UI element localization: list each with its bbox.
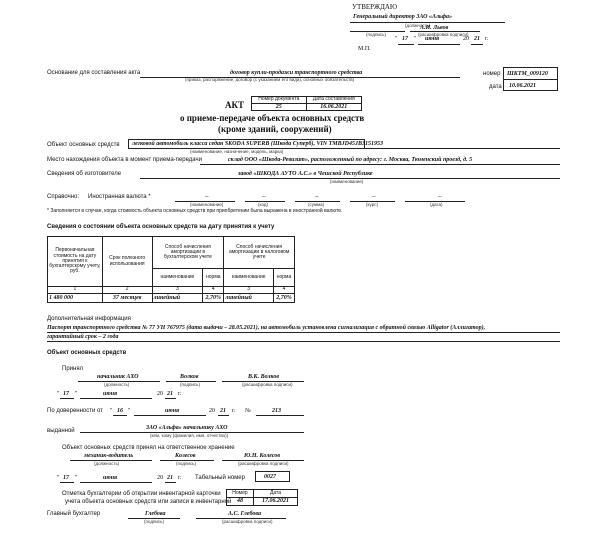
approval-title: УТВЕРЖДАЮ [352, 3, 398, 11]
accepted-cap-signature: (подпись) [180, 382, 201, 387]
divider [256, 415, 304, 416]
approval-signature-caption: (подпись) [366, 32, 387, 37]
currency-caption-code: (код) [258, 202, 269, 207]
approval-name: А.И. Львов [420, 25, 449, 31]
custody-date-close-quote: " [75, 475, 78, 481]
act-number-date-table [251, 96, 362, 111]
location-value: склад ООО «Шкода-Ревизит», расположенный по адресу: г. Москва, Тюменский проезд, д. 5 [228, 157, 473, 163]
currency-caption-name: (наименование) [190, 202, 224, 207]
state-col-accounting: Способ начисления амортизации в бухгалтерском учете [152, 237, 224, 269]
divider [80, 398, 152, 399]
state-sub-name: наименование [152, 269, 203, 287]
currency-label: Справочно: [47, 194, 80, 200]
accepted-cap-position: (должность) [104, 382, 130, 387]
state-num: 4 [203, 287, 224, 294]
proxy-issued-to: ЗАО «Альфа» начальнику АХО [146, 425, 228, 431]
act-date: 16.06.2021 [306, 104, 361, 111]
approval-position-caption: (должность) [405, 23, 431, 28]
basis-number-date-box [503, 67, 558, 91]
additional-line1: Паспорт транспортного средства № 77 УН 767975 (дата выдачи – 28.05.2021), на автомобиль установлена сигнализация с обратной связью Alligator (Аллигатор), [47, 325, 486, 331]
asset-caption: (наименование, назначение, модель, марка) [190, 149, 284, 154]
act-date-header: Дата составления [306, 97, 361, 104]
state-value-acc-method: линейный [152, 294, 203, 303]
proxy-issued-caption: (кем, кому (фамилия, имя, отчество)) [150, 433, 229, 438]
accepted-day: 17 [63, 391, 69, 397]
accounting-chief-label: Главный бухгалтер [47, 511, 101, 517]
currency-caption-rate: (курс) [366, 202, 378, 207]
divider [80, 482, 152, 483]
divider [113, 415, 127, 416]
accepted-month: июня [103, 391, 118, 397]
approval-year-suffix: г. [485, 36, 489, 42]
custody-name: Ю.Н. Колесов [244, 453, 281, 459]
state-value-acc-norm: 2,70% [203, 294, 224, 303]
manufacturer-value: завод «ШКОДА АУТО А.С.» в Чешской Республике [238, 171, 373, 177]
accepted-position: начальник АХО [97, 374, 139, 380]
divider [471, 44, 483, 45]
divider [200, 164, 560, 165]
accounting-cap-name: (расшифровка подписи) [222, 519, 273, 524]
divider [365, 148, 560, 149]
accepted-date-open-quote: " [57, 391, 60, 397]
manufacturer-label: Сведения об изготовителе [47, 171, 122, 177]
state-value-tax-norm: 2,70% [274, 294, 295, 303]
state-sub-norm: норма [203, 269, 224, 287]
divider [47, 332, 560, 333]
basis-number-label: номер [483, 71, 501, 77]
proxy-date-open-quote: " [110, 408, 113, 414]
act-label: АКТ [225, 100, 245, 110]
accepted-date-close-quote: " [75, 391, 78, 397]
custody-cap-position: (должность) [94, 461, 120, 466]
state-table [47, 236, 295, 303]
currency-caption-sum: (сумма) [308, 202, 325, 207]
manufacturer-caption: (наименование) [330, 179, 364, 184]
proxy-month: июня [165, 408, 180, 414]
accepted-label: Принял [62, 366, 84, 372]
state-section-title: Сведения о состоянии объекта основных средств на дату принятия к учету [47, 224, 275, 230]
accounting-label-line1: Отметка бухгалтерии об открытии инвентарной карточки [62, 491, 221, 497]
approval-date-open-quote: " [395, 36, 398, 42]
currency-dash-sum: – [315, 192, 319, 200]
approval-year: 21 [474, 36, 480, 42]
custody-year-prefix: 20 [157, 475, 163, 481]
divider [60, 398, 74, 399]
custody-tab-box [255, 471, 290, 482]
approval-position: Генеральный директор ЗАО «Альфа» [353, 14, 453, 20]
proxy-date-close-quote: " [128, 408, 131, 414]
proxy-year-suffix: г. [232, 408, 236, 414]
approval-date-close-quote: " [414, 36, 417, 42]
custody-cap-name: (расшифровка подписи) [238, 461, 289, 466]
proxy-label: По доверенности от [47, 408, 103, 414]
basis-caption: (приказ, распоряжение, договор (с указанием его вида), основных обязательств) [185, 77, 355, 82]
custody-tab-num: 0027 [264, 474, 276, 480]
currency-dash-name: – [205, 192, 209, 200]
accepted-year-suffix: г. [178, 391, 182, 397]
custody-year: 21 [167, 475, 173, 481]
act-title-line2: (кроме зданий, сооружений) [218, 124, 332, 134]
state-num: 4 [274, 287, 295, 294]
proxy-num-label: № [245, 408, 251, 414]
accounting-num-header: Номер [227, 490, 254, 498]
currency-dash-rate: – [372, 192, 376, 200]
accounting-date: 17.06.2021 [253, 498, 297, 506]
state-sub-name: наименование [224, 269, 274, 287]
currency-sublabel: Иностранная валюта * [88, 194, 151, 200]
currency-dash-date: – [438, 192, 442, 200]
basis-value: договор купли-продажи транспортного средства [230, 70, 363, 76]
proxy-issued-label: выданной [47, 428, 75, 434]
basis-date-label: дата [489, 84, 502, 90]
state-num: 1 [48, 287, 103, 294]
accepted-cap-name: (расшифровка подписи) [242, 382, 293, 387]
accounting-num: 48 [227, 498, 254, 506]
state-value-cost: 1 480 000 [48, 294, 103, 303]
proxy-day: 16 [117, 408, 123, 414]
custody-date-open-quote: " [57, 475, 60, 481]
currency-footnote: * Заполняется в случае, когда стоимость объекта основных средств при приобретении была выражена в иностранной валюте. [47, 208, 343, 214]
accounting-table [226, 489, 298, 506]
asset-label: Объект основных средств [47, 142, 120, 148]
accepted-name: В.К. Волков [248, 374, 279, 380]
custody-cap-signature: (подпись) [176, 461, 197, 466]
divider [134, 415, 206, 416]
accepted-signature: Волков [180, 374, 199, 380]
custody-signature: Колесов [175, 453, 196, 459]
accepted-year: 21 [167, 391, 173, 397]
accounting-label-line2: учета объекта основных средств или записи в инвентарной [65, 499, 232, 505]
state-col-cost: Первоначальная стоимость на дату принятия к бухгалтерскому учету, руб. [48, 237, 103, 287]
asset-value-box [128, 139, 383, 149]
accounting-date-header: Дата [253, 490, 297, 498]
state-num: 3 [152, 287, 203, 294]
proxy-year: 21 [220, 408, 226, 414]
custody-label: Объект основных средств принял на ответственное хранение [62, 445, 235, 451]
accounting-signature: Глебова [145, 511, 166, 517]
accepted-year-prefix: 20 [157, 391, 163, 397]
state-col-term: Срок полезного использования [102, 237, 152, 287]
basis-number: ШКТМ_009120 [507, 71, 548, 77]
approval-day: 17 [402, 36, 408, 42]
custody-year-suffix: г. [178, 475, 182, 481]
divider [47, 341, 560, 342]
location-label: Место нахождения объекта в момент приема-передачи [47, 157, 202, 163]
approval-name-caption: (расшифровка подписи) [418, 32, 469, 37]
approval-year-prefix: 20 [463, 36, 469, 42]
state-num: 3 [224, 287, 274, 294]
state-col-tax: Способ начисления амортизации в налоговом учете [224, 237, 295, 269]
custody-month: июня [103, 475, 118, 481]
currency-caption-date: (дата) [430, 202, 443, 207]
divider [398, 44, 414, 45]
state-num: 2 [102, 287, 152, 294]
act-num: 25 [252, 104, 307, 111]
custody-day: 17 [63, 475, 69, 481]
state-value-tax-method: линейный [224, 294, 274, 303]
divider [165, 482, 176, 483]
approval-month: июня [425, 36, 440, 42]
divider [218, 415, 229, 416]
accounting-cap-signature: (подпись) [144, 519, 165, 524]
divider [60, 482, 74, 483]
asset-value: легковой автомобиль класса седан SKODA SUPERB (Шкода Суперб), VIN TMBJD45JB3151953 [132, 141, 383, 147]
state-value-term: 37 месяцев [102, 294, 152, 303]
additional-title: Дополнительная информация [47, 316, 131, 322]
act-num-header: Номер документа [252, 97, 307, 104]
approval-stamp: М.П. [358, 46, 371, 52]
divider [165, 398, 176, 399]
custody-position: механик-водитель [84, 453, 134, 459]
custody-tab-label: Табельный номер [195, 475, 245, 481]
divider [418, 44, 460, 45]
divider [504, 79, 557, 80]
accounting-name: А.С. Глебова [228, 511, 262, 517]
accepted-section-title: Объект основных средств [47, 350, 127, 356]
proxy-year-prefix: 20 [209, 408, 215, 414]
additional-line2: гарантийный срок – 2 года [47, 334, 119, 340]
state-sub-norm: норма [274, 269, 295, 287]
basis-date: 10.06.2021 [509, 83, 536, 89]
currency-dash-code: – [262, 192, 266, 200]
act-title-line1: о приеме-передаче объекта основных средств [180, 113, 365, 123]
basis-label: Основание для составления акта [47, 70, 141, 76]
proxy-num: 213 [272, 408, 281, 414]
